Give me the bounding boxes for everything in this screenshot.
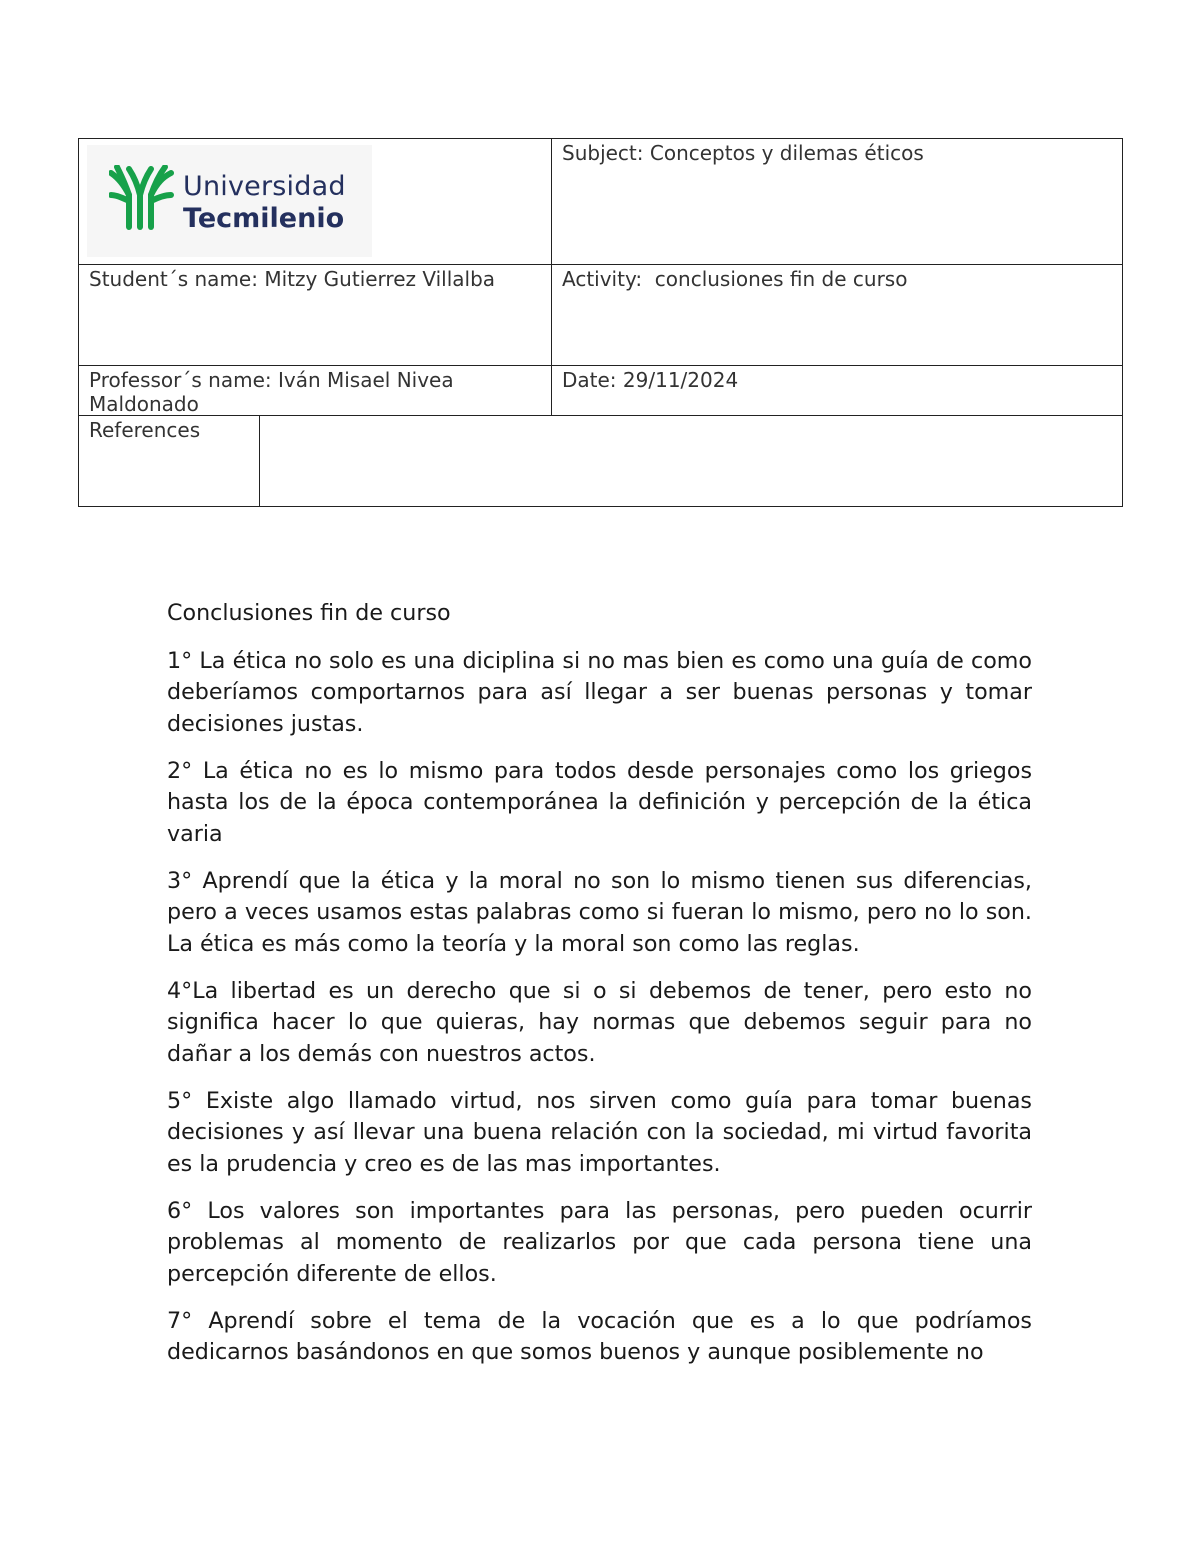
conclusion-paragraph: 1° La ética no solo es una diciplina si no mas bien es como una guía de como deberíamos comportarnos para así llegar a ser buenas personas y tomar decisiones justas. <box>167 647 1032 737</box>
subject-label: Subject: <box>562 141 644 165</box>
subject-cell <box>552 139 1122 264</box>
activity-value: conclusiones fin de curso <box>654 267 908 291</box>
student-cell <box>79 265 551 365</box>
logo-text-universidad: Universidad <box>183 171 346 202</box>
header-table <box>78 138 1123 507</box>
professor-label: Professor´s name: <box>89 368 272 392</box>
tecmilenio-leaf-icon <box>109 165 175 231</box>
document-body <box>167 598 1032 1384</box>
document-title: Conclusiones fin de curso <box>167 600 451 626</box>
professor-cell <box>79 366 551 415</box>
activity-label: Activity: <box>562 267 643 291</box>
conclusion-paragraph: 6° Los valores son importantes para las personas, pero pueden ocurrir problemas al momento de realizarlos por que cada persona tiene una percepción diferente de ellos. <box>167 1197 1032 1287</box>
logo-text-tecmilenio: Tecmilenio <box>183 203 345 234</box>
conclusion-paragraph: 5° Existe algo llamado virtud, nos sirven como guía para tomar buenas decisiones y así llevar una buena relación con la sociedad, mi virtud favorita es la prudencia y creo es de las mas importantes. <box>167 1087 1032 1177</box>
university-logo <box>87 145 372 257</box>
professor-value: Iván Misael Nivea Maldonado <box>89 368 454 416</box>
subject-value: Conceptos y dilemas éticos <box>649 141 924 165</box>
conclusion-paragraph: 7° Aprendí sobre el tema de la vocación que es a lo que podríamos dedicarnos basándonos en que somos buenos y aunque posiblemente no <box>167 1307 1032 1365</box>
references-cell <box>79 416 259 506</box>
conclusion-paragraph: 4°La libertad es un derecho que si o si debemos de tener, pero esto no significa hacer lo que quieras, hay normas que debemos seguir para no dañar a los demás con nuestros actos. <box>167 977 1032 1067</box>
date-value: 29/11/2024 <box>622 368 739 392</box>
date-label: Date: <box>562 368 617 392</box>
student-label: Student´s name: <box>89 267 258 291</box>
references-label: References <box>89 418 201 442</box>
activity-cell <box>552 265 1122 365</box>
conclusion-paragraph: 3° Aprendí que la ética y la moral no son lo mismo tienen sus diferencias, pero a veces usamos estas palabras como si fueran lo mismo, pero no lo son. La ética es más como la teoría y la moral son como las reglas. <box>167 867 1032 957</box>
date-cell <box>552 366 1122 415</box>
references-value-cell <box>260 416 1122 506</box>
student-value: Mitzy Gutierrez Villalba <box>264 267 496 291</box>
conclusion-paragraph: 2° La ética no es lo mismo para todos desde personajes como los griegos hasta los de la época contemporánea la definición y percepción de la ética varia <box>167 757 1032 847</box>
